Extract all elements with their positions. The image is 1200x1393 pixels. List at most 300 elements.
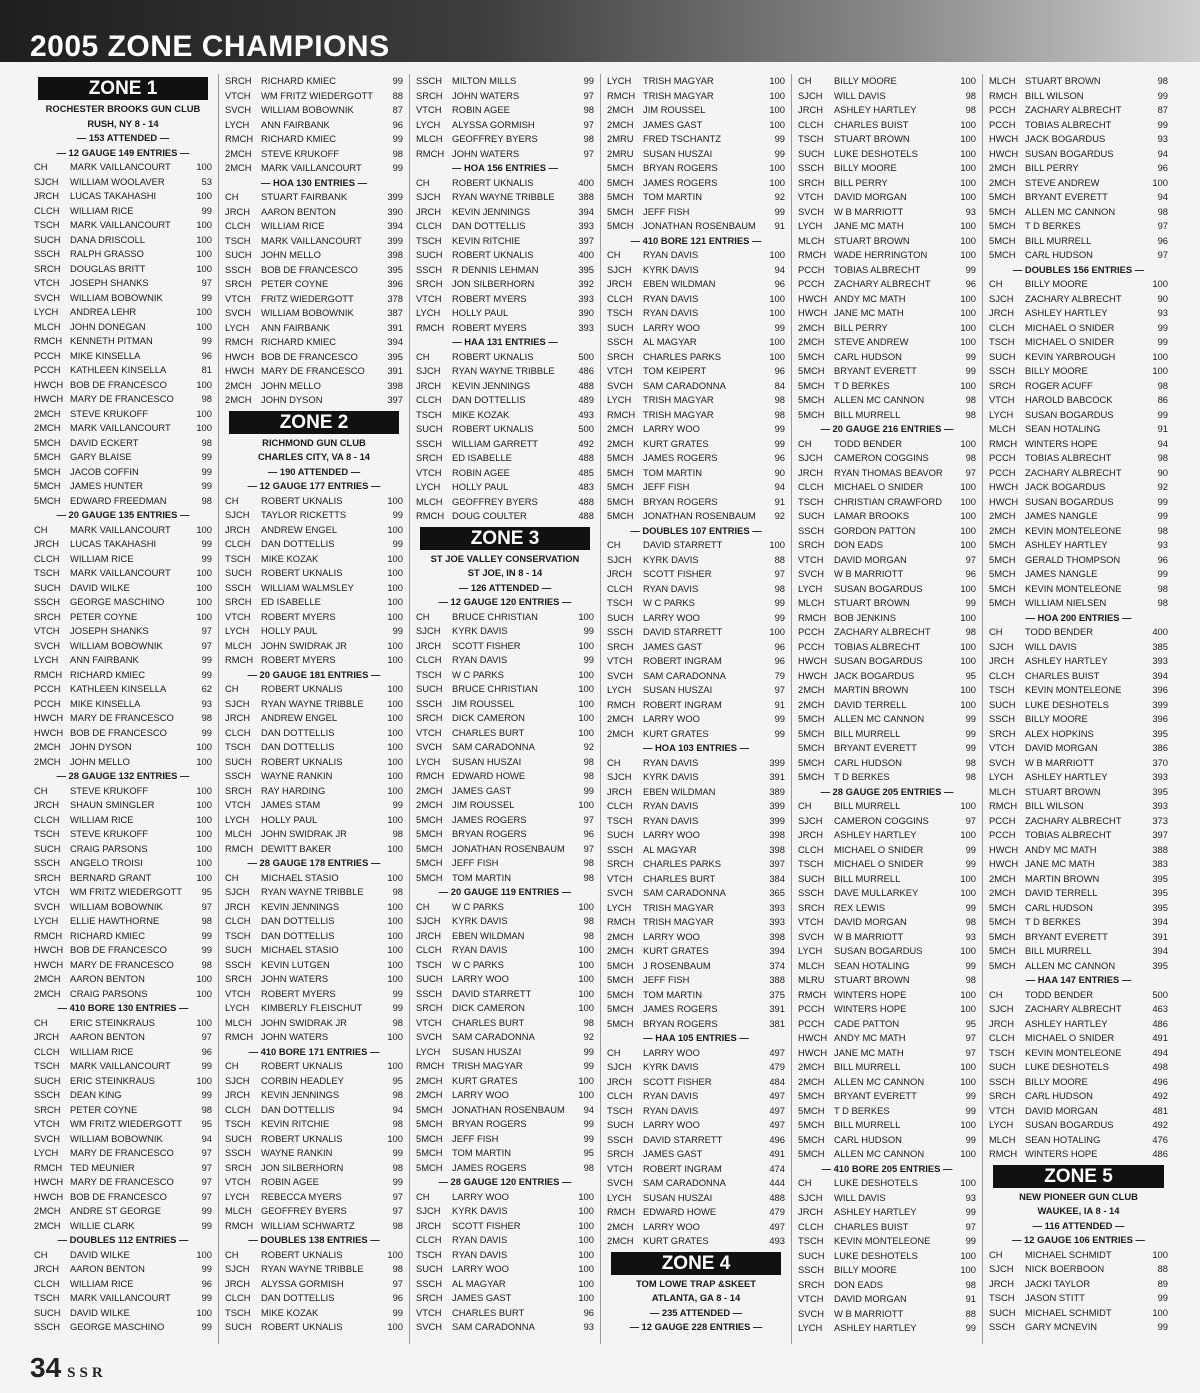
class-code: SJCH [989, 640, 1014, 652]
score: 97 [201, 625, 212, 636]
score: 100 [196, 1074, 212, 1086]
class-code: SUCH [34, 1306, 61, 1318]
score: 93 [965, 930, 976, 942]
class-code: RMCH [989, 89, 1018, 101]
zone-header: ZONE 4 [611, 1252, 781, 1275]
class-code: 2MCH [34, 987, 61, 999]
shooter-name: LARRY WOO [643, 1046, 700, 1058]
shooter-name: MIKE KOZAK [261, 552, 319, 564]
column [219, 74, 410, 1344]
result-row [34, 856, 212, 871]
shooter-name: DAVID TERRELL [1025, 887, 1098, 898]
class-code: PCCH [989, 829, 1016, 840]
score: 98 [583, 104, 594, 115]
class-code: SSCH [798, 162, 825, 173]
zone-info: ROCHESTER BROOKS GUN CLUB [45, 103, 201, 114]
result-row [607, 379, 785, 394]
result-row [989, 625, 1168, 640]
score: 100 [196, 813, 212, 825]
score: 388 [769, 974, 785, 985]
shooter-name: DAN DOTTELLIS [452, 220, 526, 231]
result-row [225, 335, 403, 350]
score: 399 [769, 814, 785, 826]
result-row [798, 1075, 976, 1090]
shooter-name: JACKI TAYLOR [1025, 1277, 1091, 1289]
class-code: RMCH [225, 1031, 254, 1042]
shooter-name: RICHARD KMIEC [261, 133, 337, 144]
class-code: 5MCH [989, 234, 1016, 246]
class-code: CLCH [607, 292, 633, 304]
score: 488 [578, 379, 594, 391]
score: 100 [387, 842, 403, 854]
class-code: CLCH [607, 582, 633, 594]
class-code: 5MCH [607, 191, 634, 202]
score: 378 [387, 292, 403, 304]
class-code: SUCH [798, 1249, 825, 1261]
class-code: 5MCH [798, 408, 825, 420]
result-row [34, 160, 212, 175]
shooter-name: RALPH GRASSO [70, 248, 144, 259]
result-row [989, 698, 1168, 713]
result-row [225, 1117, 403, 1132]
result-row [989, 669, 1168, 684]
class-code: 5MCH [989, 582, 1016, 594]
zone-info: WAUKEE, IA 8 - 14 [1037, 1205, 1120, 1216]
result-row [416, 1045, 594, 1060]
class-code: CH [34, 1248, 48, 1260]
score: 100 [960, 133, 976, 144]
score: 100 [960, 539, 976, 550]
shooter-name: BOB DE FRANCESCO [261, 350, 358, 362]
shooter-name: SUSAN HUSZAI [452, 755, 522, 767]
result-row [34, 726, 212, 741]
score: 99 [583, 1045, 594, 1057]
result-row [416, 1190, 594, 1205]
score: 98 [965, 89, 976, 101]
score: 99 [201, 335, 212, 346]
class-code: 5MCH [989, 191, 1016, 202]
shooter-name: DOUG COULTER [452, 510, 527, 521]
shooter-name: WILLIAM WALMSLEY [261, 581, 354, 593]
score: 99 [965, 727, 976, 739]
score: 98 [1157, 379, 1168, 391]
result-row [989, 741, 1168, 756]
class-code: TSCH [989, 1292, 1015, 1303]
score: 100 [769, 350, 785, 362]
result-row [607, 756, 785, 771]
result-row [798, 1133, 976, 1148]
class-code: 5MCH [798, 713, 825, 724]
score: 484 [769, 1075, 785, 1087]
score: 392 [578, 278, 594, 289]
result-row [34, 1277, 212, 1292]
result-row [607, 1205, 785, 1220]
class-code: PCCH [989, 814, 1016, 826]
result-row [416, 451, 594, 466]
result-row [34, 943, 212, 958]
result-row [798, 234, 976, 249]
score: 100 [578, 958, 594, 970]
score: 99 [583, 1118, 594, 1129]
class-code: LYCH [607, 684, 632, 695]
shooter-name: ASHLEY HARTLEY [1025, 655, 1108, 666]
shooter-name: STUART FAIRBANK [261, 191, 348, 202]
class-code: SRCH [416, 1292, 443, 1303]
score: 100 [960, 1148, 976, 1159]
result-row [416, 509, 594, 524]
shooter-name: JACK BOGARDUS [1025, 481, 1106, 492]
shooter-name: STUART BROWN [834, 234, 910, 246]
score: 100 [196, 523, 212, 535]
class-code: HWCH [34, 393, 64, 404]
result-row [989, 350, 1168, 365]
class-code: 5MCH [989, 930, 1016, 942]
class-code: SRCH [225, 596, 252, 607]
shooter-name: SAM CARADONNA [643, 1177, 726, 1188]
class-code: 5MCH [607, 162, 634, 173]
result-row [225, 726, 403, 741]
class-code: 5MCH [798, 394, 825, 405]
score: 394 [387, 336, 403, 347]
class-code: TSCH [34, 567, 60, 578]
class-code: 5MCH [34, 480, 61, 491]
result-row [798, 741, 976, 756]
score: 97 [965, 553, 976, 565]
score: 99 [201, 1263, 212, 1274]
class-code: SVCH [34, 639, 61, 651]
score: 99 [1157, 1292, 1168, 1303]
score: 98 [965, 408, 976, 420]
class-code: SJCH [416, 915, 441, 926]
result-row [989, 1046, 1168, 1061]
result-row [989, 1277, 1168, 1292]
result-row [225, 219, 403, 234]
score: 62 [201, 683, 212, 694]
score: 100 [769, 292, 785, 304]
class-code: HWCH [34, 712, 64, 723]
class-code: SSCH [34, 857, 61, 868]
result-row [34, 494, 212, 509]
score: 100 [578, 900, 594, 912]
result-row [607, 1104, 785, 1119]
zone-info: — 153 ATTENDED — [76, 132, 170, 143]
class-code: SRCH [34, 1103, 61, 1115]
result-row [607, 147, 785, 162]
score: 99 [583, 625, 594, 636]
score: 88 [392, 89, 403, 101]
score: 94 [201, 1132, 212, 1144]
result-row [989, 640, 1168, 655]
shooter-name: GEORGE MASCHINO [70, 1321, 165, 1332]
result-row [989, 901, 1168, 916]
score: 100 [196, 306, 212, 317]
score: 92 [774, 191, 785, 202]
shooter-name: CHARLES PARKS [643, 858, 721, 869]
shooter-name: WILLIAM BOBOWNIK [70, 1132, 163, 1144]
class-code: VTCH [34, 886, 60, 897]
score: 97 [965, 466, 976, 478]
class-code: CH [416, 1190, 430, 1202]
shooter-name: BILL MURRELL [834, 727, 901, 739]
score: 100 [196, 871, 212, 883]
class-code: SUCH [607, 1119, 634, 1130]
score: 394 [1152, 916, 1168, 927]
score: 99 [201, 668, 212, 680]
class-code: 2MCH [34, 973, 61, 984]
shooter-name: JOSEPH SHANKS [70, 277, 149, 288]
shooter-name: DAVID MORGAN [1025, 742, 1098, 753]
shooter-name: CARL HUDSON [1025, 249, 1093, 260]
shooter-name: MIKE KOZAK [261, 1306, 319, 1318]
score: 98 [965, 452, 976, 463]
class-code: CH [225, 1248, 239, 1260]
shooter-name: WINTERS HOPE [834, 1003, 907, 1014]
shooter-name: GEOFFREY BYERS [452, 133, 538, 144]
score: 91 [965, 1293, 976, 1304]
class-code: VTCH [607, 365, 633, 376]
class-code: JRCH [989, 1017, 1014, 1029]
result-row [989, 480, 1168, 495]
score: 400 [578, 176, 594, 188]
result-row [798, 814, 976, 829]
result-row [989, 567, 1168, 582]
result-row [225, 161, 403, 176]
result-row [34, 711, 212, 726]
score: 100 [387, 900, 403, 912]
score: 496 [1152, 1075, 1168, 1087]
result-row [989, 1118, 1168, 1133]
result-row [989, 118, 1168, 133]
shooter-name: STUART BROWN [834, 133, 910, 144]
result-row [225, 943, 403, 958]
shooter-name: ANDREW ENGEL [261, 523, 338, 535]
shooter-name: WINTERS HOPE [1025, 437, 1098, 449]
score: 100 [960, 655, 976, 666]
shooter-name: STUART BROWN [834, 597, 910, 608]
shooter-name: LARRY WOO [643, 829, 700, 840]
result-row [607, 799, 785, 814]
score: 99 [392, 1147, 403, 1158]
class-code: TSCH [798, 495, 824, 507]
result-row [989, 1104, 1168, 1119]
shooter-name: MARY DE FRANCESCO [261, 365, 365, 376]
score: 99 [583, 1060, 594, 1071]
class-code: 2MCH [607, 437, 634, 449]
score: 98 [392, 1089, 403, 1100]
shooter-name: BOB DE FRANCESCO [70, 378, 167, 390]
shooter-name: WADE HERRINGTON [834, 249, 928, 260]
result-row [416, 1161, 594, 1176]
result-row [798, 901, 976, 916]
result-row [416, 798, 594, 813]
class-code: LYCH [798, 1322, 823, 1333]
score: 100 [387, 726, 403, 738]
result-row [416, 1001, 594, 1016]
result-row [798, 857, 976, 872]
result-row [416, 668, 594, 683]
class-code: SSCH [989, 1075, 1016, 1087]
score: 84 [774, 379, 785, 391]
result-row [798, 596, 976, 611]
result-row [989, 814, 1168, 829]
result-row [225, 900, 403, 915]
shooter-name: ROBERT UKNALIS [452, 423, 534, 434]
result-row [607, 770, 785, 785]
result-row [798, 1118, 976, 1133]
result-row [989, 1002, 1168, 1017]
score: 100 [387, 697, 403, 709]
class-code: CLCH [416, 394, 442, 405]
score: 98 [583, 755, 594, 767]
result-row [607, 466, 785, 481]
score: 97 [201, 1147, 212, 1158]
class-code: 2MCH [989, 510, 1016, 521]
class-code: 2MCH [34, 407, 61, 419]
result-row [989, 799, 1168, 814]
result-row [416, 306, 594, 321]
result-row [34, 479, 212, 494]
class-code: VTCH [989, 742, 1015, 753]
shooter-name: RYAN DAVIS [643, 800, 699, 811]
result-row [34, 566, 212, 581]
result-row [34, 1132, 212, 1147]
score: 99 [583, 75, 594, 86]
shooter-name: CHARLES BUIST [834, 118, 909, 130]
score: 100 [196, 407, 212, 419]
result-row [798, 959, 976, 974]
score: 391 [769, 771, 785, 782]
class-code: 5MCH [34, 451, 61, 462]
score: 92 [583, 1031, 594, 1042]
class-code: CLCH [225, 538, 251, 549]
result-row [989, 1075, 1168, 1090]
shooter-name: MIKE KOZAK [452, 408, 510, 420]
class-code: SRCH [607, 640, 634, 652]
result-row [416, 422, 594, 437]
score: 98 [965, 916, 976, 927]
shooter-name: BILLY MOORE [1025, 1075, 1088, 1087]
result-row [34, 1161, 212, 1176]
shooter-name: KEVIN MONTELEONE [1025, 582, 1122, 594]
score: 100 [387, 1060, 403, 1071]
class-code: LYCH [225, 1002, 250, 1013]
class-code: PCCH [798, 626, 825, 637]
shooter-name: MICHAEL O SNIDER [1025, 321, 1115, 333]
shooter-name: ANDREW ENGEL [261, 712, 338, 723]
shooter-name: ROBERT UKNALIS [261, 1060, 343, 1071]
class-code: HWCH [798, 1032, 828, 1043]
shooter-name: MARY DE FRANCESCO [70, 712, 174, 723]
result-row [225, 1074, 403, 1089]
shooter-name: BOB DE FRANCESCO [261, 263, 358, 275]
shooter-name: RICHARD KMIEC [70, 929, 146, 941]
score: 99 [1157, 118, 1168, 130]
shooter-name: DAN DOTTELLIS [261, 741, 335, 752]
result-row [225, 494, 403, 509]
result-row [225, 292, 403, 307]
result-row [798, 944, 976, 959]
result-row [225, 89, 403, 104]
score: 93 [965, 205, 976, 217]
result-row [225, 1016, 403, 1031]
class-code: SVCH [416, 1031, 443, 1042]
class-code: LYCH [798, 582, 823, 594]
class-code: TSCH [416, 668, 442, 680]
result-row [798, 393, 976, 408]
class-code: 5MCH [416, 1118, 443, 1129]
result-row [798, 553, 976, 568]
class-code: 2MCH [989, 524, 1016, 536]
shooter-name: MARY DE FRANCESCO [70, 1147, 174, 1158]
score: 100 [196, 262, 212, 274]
shooter-name: WILLIAM RICE [70, 204, 134, 216]
shooter-name: JAMES GAST [643, 118, 703, 130]
score: 489 [578, 394, 594, 405]
event-header: — 410 BORE 205 ENTRIES — [821, 1162, 953, 1174]
result-row [416, 972, 594, 987]
result-row [225, 740, 403, 755]
score: 486 [1152, 1148, 1168, 1159]
class-code: SRCH [798, 1278, 825, 1290]
shooter-name: KURT GRATES [643, 437, 709, 449]
shooter-name: RYAN DAVIS [643, 756, 699, 768]
score: 100 [578, 1263, 594, 1274]
score: 100 [196, 610, 212, 622]
shooter-name: AARON BENTON [70, 1263, 145, 1274]
shooter-name: DAVID STARRETT [452, 987, 532, 999]
score: 486 [578, 365, 594, 376]
result-row [34, 610, 212, 625]
shooter-name: DON EADS [834, 1278, 883, 1290]
shooter-name: KURT GRATES [643, 945, 709, 956]
shooter-name: MICHAEL O SNIDER [834, 858, 924, 869]
result-row [34, 1219, 212, 1234]
score: 391 [387, 365, 403, 376]
class-code: 5MCH [798, 1119, 825, 1130]
score: 98 [965, 771, 976, 782]
result-row [607, 364, 785, 379]
shooter-name: RICHARD KMIEC [70, 668, 146, 680]
score: 98 [583, 871, 594, 883]
class-code: SVCH [989, 756, 1016, 768]
score: 98 [392, 1118, 403, 1129]
score: 98 [583, 1016, 594, 1028]
result-row [225, 697, 403, 712]
shooter-name: JOHN SWIDRAK JR [261, 639, 347, 651]
shooter-name: WILLIAM BOBOWNIK [261, 104, 354, 115]
result-row [225, 798, 403, 813]
score: 100 [960, 872, 976, 884]
shooter-name: SCOTT FISHER [452, 639, 521, 651]
shooter-name: MICHAEL SCHMIDT [1025, 1248, 1112, 1260]
score: 98 [583, 133, 594, 144]
score: 100 [196, 973, 212, 984]
class-code: PCCH [34, 683, 61, 694]
result-row [607, 1002, 785, 1017]
shooter-name: BILL MURRELL [834, 1119, 901, 1130]
event-header: — 12 GAUGE 106 ENTRIES — [1012, 1234, 1145, 1245]
score: 100 [387, 1248, 403, 1260]
shooter-name: WAYNE RANKIN [261, 770, 333, 781]
class-code: HWCH [798, 1046, 828, 1058]
class-code: CLCH [798, 481, 824, 492]
result-row [34, 885, 212, 900]
shooter-name: ZACHARY ALBRECHT [834, 626, 931, 637]
class-code: SRCH [416, 712, 443, 723]
score: 90 [1157, 292, 1168, 304]
result-row [225, 205, 403, 220]
score: 390 [387, 205, 403, 217]
